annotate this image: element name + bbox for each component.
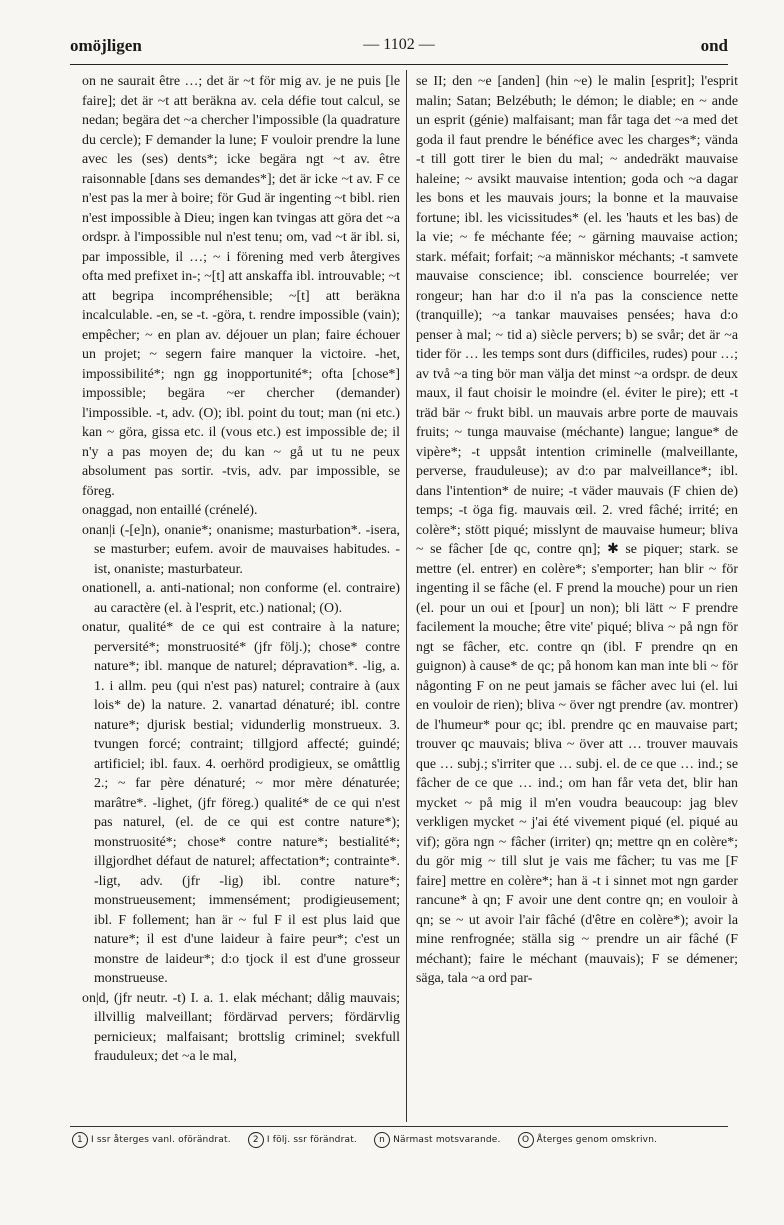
left-column (82, 72, 400, 1067)
entry-onani: onan|i (-[e]n), onanie*; onanisme; masturbation*. -isera, se masturber; eufem. avoir de mauvaises habitudes. -ist, onaniste; masturbateur. (82, 522, 400, 577)
footnote-item: n Närmast motsvarande. (374, 1135, 501, 1145)
page-number: — 1102 — (363, 36, 435, 53)
entry-onaggad: onaggad, non entaillé (crénelé). (82, 503, 258, 518)
right-column (416, 72, 738, 989)
circled-n-icon: n (374, 1132, 390, 1148)
entry-onationell: onationell, a. anti-national; non conforme (el. contraire) au caractère (el. à l'esprit, etc.) national; (O). (82, 581, 400, 616)
footnote-rule (70, 1126, 728, 1127)
page-header (70, 36, 728, 62)
circled-two-icon: 2 (248, 1132, 264, 1148)
entry-ond-cont: se II; den ~e [anden] (hin ~e) le malin [esprit]; l'esprit malin; Satan; Belzébuth; le démon; le diable; en ~ ande un esprit (génie) malfaisant; man får taga det ~a med det goda il faut prendre le bénéfice avec les charges*; vända -t till gott tirer le bien du mal; ~ andedräkt mauvaise haleine; ~ avsikt mauvaise intention; goda och ~a dagar les bons et les mauvais jours; la bonne et la mauvaise fortune; ibl. les vicissitudes* (el. les 'hauts et les bas) de la vie; ~ fe méchante fée; ~ gärning mauvaise action; stark. méfait; forfait; ~a människor méchants; -t samvete mauvaise conscience; ibl. conscience bourrelée; ver rongeur; han har d:o il n'a pas la conscience nette (tranquille); ~a tankar mauvaises pensées; hava d:o penser à mal; ~ tid a) siècle pervers; b) se svår; det är ~a tider för … les temps sont durs (difficiles, rudes) pour …; av två ~a ting bör man välja det minst ~a ordspr. de deux maux, il faut choisir le moindre (el. éviter le pire); ett -t träd bär ~ frukt bibl. un mauvais arbre porte de mauvais fruits; ~ tunga mauvaise (méchante) langue; langue* de vipère*; -t uppsåt intention criminelle (malveillante, perverse, frauduleuse); av d:o par malveillance*; ibl. dans l'intention* de nuire; -t väder mauvais (F chien de) temps; -t öga fig. mauvais œil. 2. vred fâché; irrité; en colère*; stött piqué; misslynt de mauvaise humeur; bliva ~ se fâcher [de qc, contre qn]; ✱ se piquer; stark. se mettre (el. entrer) en colère*; s'emporter; han blir ~ för ingenting il se fâche (el. F prend la mouche) pour un rien (el. pour un oui et [pour] un non); bli lätt ~ F prendre facilement la mouche; être vite' piqué; bliva ~ på ngn för ngt se fâcher, etc. contre qn (ibl. F prendre qn en guignon) à cause* de qc; på honom kan man inte bli ~ för någonting F on ne peut jamais se fâcher avec lui (el. lui en vouloir de rien); bliva ~ över ngt prendre (av. montrer) de l'humeur* pour qc; ibl. prendre qc en mauvaise part; trouver qc mauvais; bliva ~ över att … trouver mauvais que … subj.; s'irriter que … subj. el. de ce que … ind.; se fâcher de ce que … ind.; om han får veta det, blir han mycket ~ på mig il m'en voudra beaucoup: jag blev verkligen mycket ~ j'ai été vivement piqué (el. piqué au vif); göra ngn ~ fâcher (irriter) qn; mettre qn en colère*; du gör mig ~ till slut je vais me fâcher; tu vas me [F faire] mettre en colère*; han ä -t i sinnet mot ngn garder rancune* à qn; F avoir une dent contre qn; en vouloir à qn; se ~ ut avoir l'air fâché (d'être en colère*); avoir la mine renfrognée; ställa sig ~ prendre un air fâché (F méchant); faire le méchant (mauvais); F se démener; säga, tala ~a ord par- (416, 74, 738, 986)
header-headword-right: ond (700, 36, 728, 55)
footnote (72, 1132, 728, 1148)
circled-one-icon: 1 (72, 1132, 88, 1148)
entry-ond: on|d, (jfr neutr. -t) I. a. 1. elak méchant; dålig mauvais; illvillig malveillant; fördärvad pervers; fördärvlig pernicieux; malfaisant; brottslig criminel; svekfull frauduleux; det ~a le mal, (82, 990, 400, 1064)
footnote-item: O Återges genom omskrivn. (518, 1135, 658, 1145)
entry-onatur: onatur, qualité* de ce qui est contraire à la nature; perversité*; monstruosité* (jfr följ.); chose* contre nature*; ibl. manque de naturel; dépravation*. -lig, a. 1. i allm. peu (qui n'est pas) naturel; contraire à (aux lois* de) la nature. 2. vanartad dénaturé; ibl. contre nature*; djurisk bestial; vidunderlig monstrueux. 3. tvungen forcé; contraint; tillgjord affecté; guindé; artificiel; ibl. faux. 4. oerhörd prodigieux, se omåttlig 2.; ~ far père dénaturé; ~ mor mère dénaturée; marâtre*. -lighet, (jfr föreg.) qualité* de ce qui n'est pas naturel, (el. de ce qui est contre nature*); monstruosité*; chose* contre nature*; bestialité*; illgjordhet défaut de naturel; affectation*; contrainte*. -ligt, adv. (jfr -lig) ibl. contre nature*; monstrueusement; immensément; prodigieusement; ibl. F follement; han är ~ ful F il est plus laid que nature*; il est d'une laideur à faire peur*; c'est un monstre de laideur*; d:o tjock il est d'une grosseur monstrueuse. (82, 620, 400, 986)
column-divider (406, 70, 407, 1122)
footnote-item: 2 I följ. ssr förändrat. (248, 1135, 357, 1145)
header-headword-left: omöjligen (70, 36, 142, 55)
circled-o-icon: O (518, 1132, 534, 1148)
entry-omojligen-cont: on ne saurait être …; det är ~t för mig av. je ne puis [le faire]; det är ~t att beräkna av. cela défie tout calcul, se nedan; begära det ~a chercher l'impossible (la quadrature du cercle); F demander la lune; F vouloir prendre la lune avec les (ses) dents*; icke begära ngt ~t av. être raisonnable [dans ses demandes*]; det är icke ~t av. F ce n'est pas la mer à boire; för Gud är ingenting ~t bibl. rien n'est impossible à Dieu; ingen kan tvingas att göra det ~a ordspr. à l'impossible nul n'est tenu; om, vad ~t är ibl. si, par impossible, il …; ~ i förening med verb återgives ofta med prefixet in-; ~[t] att anskaffa ibl. introuvable; ~t att begripa incompréhensible; ~[t] att beräkna incalculable. -en, se -t. -göra, t. rendre impossible (vain); empêcher; ~ en plan av. déjouer un plan; faire échouer un projet; ~ segern faire manquer la victoire. -het, impossibilité*; ngn gg inopportunité*; ofta [chose*] impossible; begära ~er chercher (demander) l'impossible. -t, adv. (O); ibl. point du tout; man (ni etc.) kan ~ göra, gissa etc. il (vous etc.) est impossible de; il n'y a pas moyen de; du kan ~ gå ut tu ne peux absolument pas sortir. -tvis, adv. par impossible, se föreg. (82, 74, 400, 499)
footnote-item: 1 I ssr återges vanl. oförändrat. (72, 1135, 231, 1145)
header-rule (70, 64, 728, 65)
